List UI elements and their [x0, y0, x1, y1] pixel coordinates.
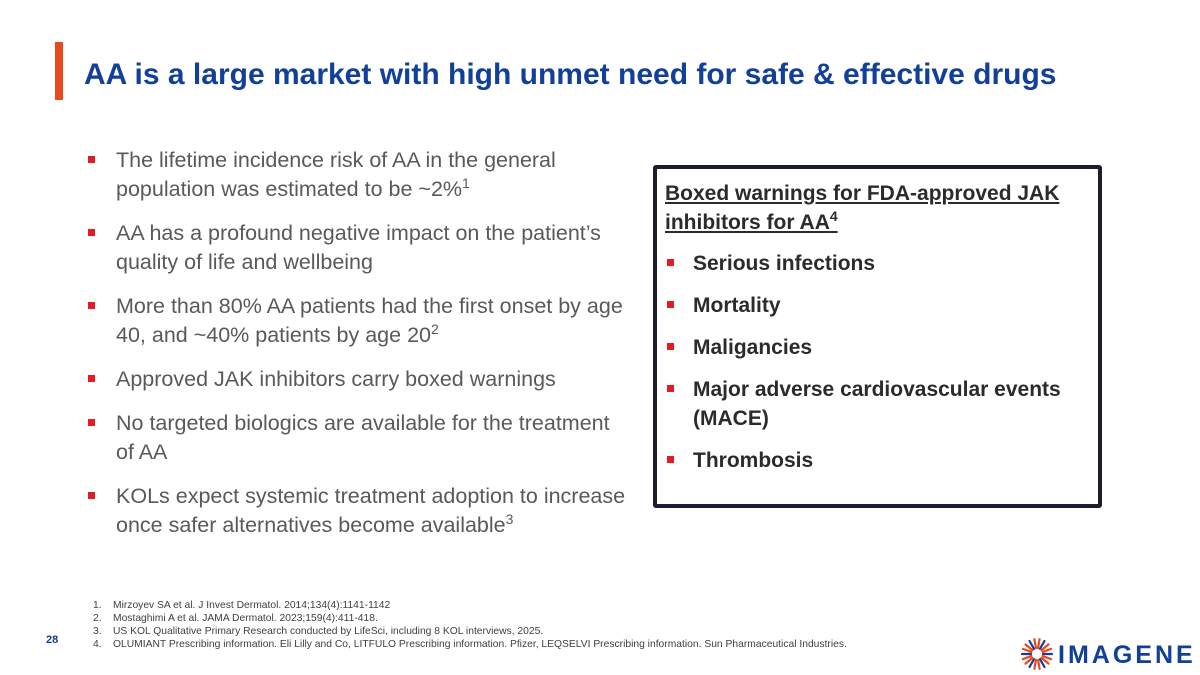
bullet-text: Approved JAK inhibitors carry boxed warnings	[116, 367, 556, 391]
logo-ray	[1034, 660, 1036, 669]
footnote-number: 2.	[93, 613, 102, 624]
list-item	[667, 446, 1098, 475]
footnote-text: Mirzoyev SA et al. J Invest Dermatol. 2014;134(4):1141-1142	[113, 600, 391, 611]
starburst-logo-icon	[1020, 637, 1054, 671]
square-bullet-icon	[88, 419, 95, 426]
footnote	[93, 638, 847, 651]
square-bullet-icon	[88, 375, 95, 382]
boxed-warnings-heading	[665, 179, 1088, 237]
footnote-number: 4.	[93, 639, 102, 650]
list-item	[88, 482, 633, 540]
warning-text: Maligancies	[693, 336, 813, 359]
list-item	[667, 375, 1098, 433]
footnote-number: 3.	[93, 626, 102, 637]
square-bullet-icon	[88, 492, 95, 499]
warning-text: Serious infections	[693, 252, 876, 275]
logo-ray	[1038, 660, 1040, 669]
list-item	[88, 365, 633, 394]
list-item	[88, 292, 633, 350]
reference-marker: 4	[829, 208, 838, 224]
warning-text: Mortality	[693, 294, 781, 317]
list-item	[88, 219, 633, 277]
list-item	[667, 333, 1098, 362]
key-points-list	[88, 146, 633, 555]
title-accent-bar	[55, 42, 63, 100]
list-item	[88, 409, 633, 467]
bullet-text: More than 80% AA patients had the first onset by age 40, and ~40% patients by age 20	[116, 294, 623, 347]
footnote-text: Mostaghimi A et al. JAMA Dermatol. 2023;159(4):411-418.	[113, 613, 378, 624]
logo-ray	[1038, 639, 1040, 648]
bullet-text: KOLs expect systemic treatment adoption to increase once safer alternatives become available	[116, 484, 626, 537]
list-item	[667, 291, 1098, 320]
square-bullet-icon	[667, 385, 674, 392]
footnote	[93, 599, 847, 612]
square-bullet-icon	[88, 156, 95, 163]
list-item	[88, 146, 633, 204]
square-bullet-icon	[88, 302, 95, 309]
logo-ray	[1034, 639, 1036, 648]
footnote	[93, 612, 847, 625]
footnote	[93, 625, 847, 638]
heading-text: Boxed warnings for FDA-approved JAK inhibitors for AA	[665, 182, 1060, 234]
bullet-text: The lifetime incidence risk of AA in the general population was estimated to be ~2%	[116, 148, 556, 201]
warnings-list	[657, 249, 1098, 475]
footnotes-list	[93, 599, 847, 651]
reference-marker: 2	[430, 320, 439, 337]
footnote-number: 1.	[93, 600, 102, 611]
bullet-text: No targeted biologics are available for the treatment of AA	[116, 411, 610, 464]
boxed-warnings-panel	[653, 165, 1102, 508]
square-bullet-icon	[667, 259, 674, 266]
footnote-text: OLUMIANT Prescribing information. Eli Lilly and Co, LITFULO Prescribing information. Pfizer, LEQSELVI Prescribing information. Sun Pharmaceutical Industries.	[113, 639, 847, 650]
square-bullet-icon	[667, 456, 674, 463]
reference-marker: 1	[462, 174, 470, 191]
list-item	[667, 249, 1098, 278]
square-bullet-icon	[88, 229, 95, 236]
page-number: 28	[46, 634, 59, 646]
warning-text: Major adverse cardiovascular events (MACE)	[693, 378, 1061, 430]
warning-text: Thrombosis	[693, 449, 814, 472]
slide-title: AA is a large market with high unmet need for safe & effective drugs	[84, 58, 1057, 91]
footnote-text: US KOL Qualitative Primary Research conducted by LifeSci, including 8 KOL interviews, 2025.	[113, 626, 544, 637]
logo-wordmark: IMAGENE	[1058, 641, 1196, 669]
square-bullet-icon	[667, 343, 674, 350]
reference-marker: 3	[505, 510, 514, 527]
square-bullet-icon	[667, 301, 674, 308]
bullet-text: AA has a profound negative impact on the patient’s quality of life and wellbeing	[116, 221, 601, 274]
